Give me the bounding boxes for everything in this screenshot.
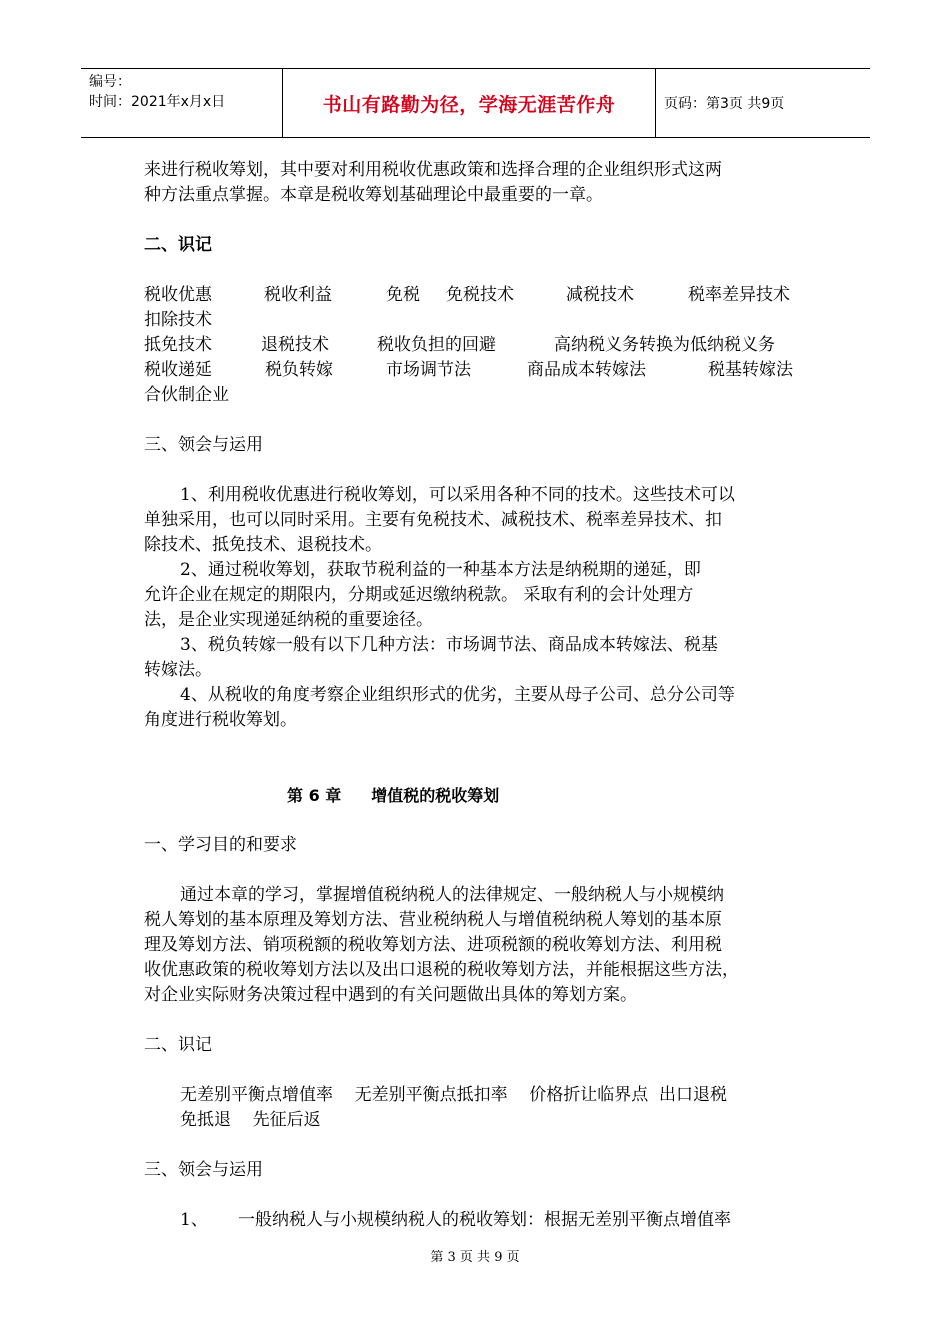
term: 税收递延 xyxy=(144,360,212,380)
header-meta xyxy=(81,69,282,137)
paragraph-line: 3、税负转嫁一般有以下几种方法：市场调节法、商品成本转嫁法、税基 xyxy=(180,635,718,655)
term: 税收优惠 xyxy=(144,285,212,305)
section-heading: 三、领会与运用 xyxy=(144,435,263,455)
terms-row xyxy=(144,283,808,308)
terms-row: 无差别平衡点增值率 无差别平衡点抵扣率 价格折让临界点 出口退税 xyxy=(180,1085,728,1105)
paragraph-line: 来进行税收筹划，其中要对利用税收优惠政策和选择合理的企业组织形式这两 xyxy=(144,160,722,180)
document-date-label: 时间：2021年x月x日 xyxy=(89,94,226,110)
paragraph-line: 单独采用，也可以同时采用。主要有免税技术、减税技术、税率差异技术、扣 xyxy=(144,510,722,530)
chapter-title xyxy=(144,783,808,808)
document-number-label: 编号： xyxy=(89,74,131,90)
term: 免税技术 xyxy=(446,285,514,305)
paragraph-line: 税人筹划的基本原理及筹划方法、营业税纳税人与增值税纳税人筹划的基本原 xyxy=(144,910,722,930)
term: 退税技术 xyxy=(261,335,329,355)
term: 抵免技术 xyxy=(144,335,212,355)
paragraph-line: 角度进行税收筹划。 xyxy=(144,710,297,730)
term: 税负转嫁 xyxy=(265,360,333,380)
list-text: 一般纳税人与小规模纳税人的税收筹划：根据无差别平衡点增值率 xyxy=(238,1210,731,1230)
paragraph-line: 对企业实际财务决策过程中遇到的有关问题做出具体的筹划方案。 xyxy=(144,985,637,1005)
list-number: 1、 xyxy=(180,1210,208,1230)
term: 税率差异技术 xyxy=(688,285,790,305)
terms-row: 扣除技术 xyxy=(144,310,212,330)
paragraph-line: 1、利用税收优惠进行税收筹划，可以采用各种不同的技术。这些技术可以 xyxy=(180,485,735,505)
header-page-number: 页码：第3页 共9页 xyxy=(664,96,785,112)
paragraph-line: 理及筹划方法、销项税额的税收筹划方法、进项税额的税收筹划方法、利用税 xyxy=(144,935,722,955)
term: 商品成本转嫁法 xyxy=(527,360,646,380)
page-footer: 第 3 页 共 9 页 xyxy=(430,1250,520,1265)
terms-row xyxy=(144,333,808,358)
paragraph-line xyxy=(144,1208,808,1233)
term: 高纳税义务转换为低纳税义务 xyxy=(554,335,775,355)
section-heading: 二、识记 xyxy=(144,1035,212,1055)
paragraph-line: 通过本章的学习，掌握增值税纳税人的法律规定、一般纳税人与小规模纳 xyxy=(180,885,724,905)
term: 税基转嫁法 xyxy=(708,360,793,380)
term: 免税 xyxy=(386,285,420,305)
term: 税收负担的回避 xyxy=(377,335,496,355)
terms-row xyxy=(144,358,808,383)
paragraph-line: 除技术、抵免技术、退税技术。 xyxy=(144,535,382,555)
header-motto: 书山有路勤为径，学海无涯苦作舟 xyxy=(282,69,656,137)
section-heading: 三、领会与运用 xyxy=(144,1160,263,1180)
document-body xyxy=(144,158,808,1233)
section-heading: 一、学习目的和要求 xyxy=(144,835,297,855)
paragraph-line: 收优惠政策的税收筹划方法以及出口退税的税收筹划方法，并能根据这些方法， xyxy=(144,960,739,980)
paragraph-line: 4、从税收的角度考察企业组织形式的优劣，主要从母子公司、总分公司等 xyxy=(180,685,735,705)
paragraph-line: 法，是企业实现递延纳税的重要途径。 xyxy=(144,610,433,630)
section-heading: 二、识记 xyxy=(144,235,212,255)
terms-row: 免抵退 先征后返 xyxy=(180,1110,321,1130)
chapter-name: 增值税的税收筹划 xyxy=(371,786,500,805)
term: 市场调节法 xyxy=(386,360,471,380)
chapter-number: 第 6 章 xyxy=(287,786,342,805)
terms-row: 合伙制企业 xyxy=(144,385,229,405)
paragraph-line: 种方法重点掌握。本章是税收筹划基础理论中最重要的一章。 xyxy=(144,185,603,205)
page-header xyxy=(81,68,870,138)
paragraph-line: 转嫁法。 xyxy=(144,660,212,680)
term: 减税技术 xyxy=(566,285,634,305)
paragraph-line: 允许企业在规定的期限内，分期或延迟缴纳税款。 采取有利的会计处理方 xyxy=(144,585,694,605)
paragraph-line: 2、通过税收筹划，获取节税利益的一种基本方法是纳税期的递延，即 xyxy=(180,560,701,580)
term: 税收利益 xyxy=(264,285,332,305)
